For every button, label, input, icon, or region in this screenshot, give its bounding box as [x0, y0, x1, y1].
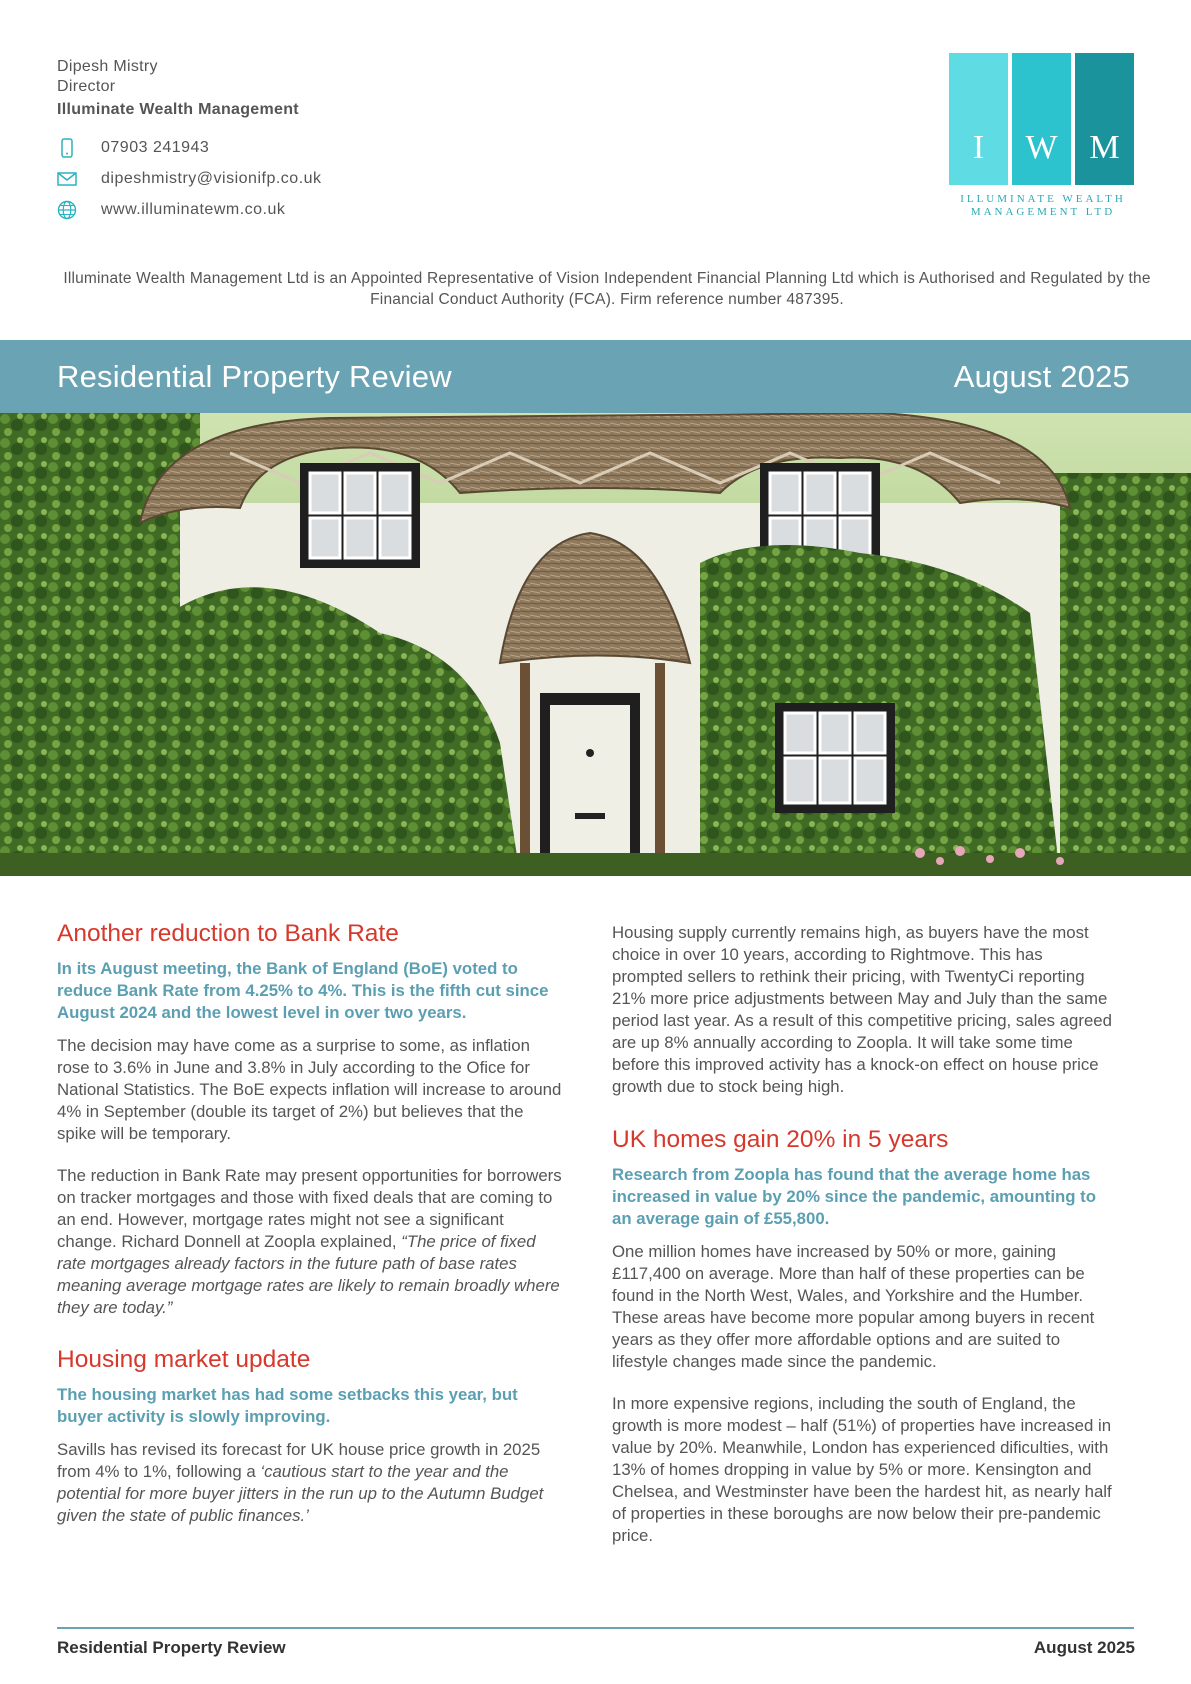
- bank-rate-quote: “The price of fixed rate mortgages already factors in the future path of base rates meaning average mortgage rates are likely to remain broadly where they are today.”: [57, 1232, 560, 1317]
- contact-email[interactable]: dipeshmistry@visionifp.co.uk: [101, 170, 322, 187]
- phone-icon: [57, 138, 77, 158]
- title-banner: [0, 340, 1191, 413]
- contact-phone[interactable]: 07903 241943: [101, 139, 210, 156]
- banner-title: Residential Property Review: [57, 359, 452, 394]
- logo-block-i: I: [949, 53, 1008, 185]
- hero-cottage-image: [0, 413, 1191, 876]
- bank-rate-paragraph-2: [57, 1165, 567, 1319]
- contact-email-row: [57, 169, 322, 189]
- section-title-bank-rate: Another reduction to Bank Rate: [57, 920, 399, 947]
- mail-icon: [57, 169, 77, 189]
- section-title-uk-homes: UK homes gain 20% in 5 years: [612, 1126, 949, 1153]
- logo-block-m: M: [1075, 53, 1134, 185]
- contact-website-row: [57, 200, 285, 220]
- footer-divider: [57, 1627, 1134, 1629]
- housing-market-paragraph: [57, 1439, 567, 1527]
- housing-market-lead: The housing market has had some setbacks this year, but buyer activity is slowly improving.: [57, 1385, 518, 1426]
- uk-homes-lead: Research from Zoopla has found that the average home has increased in value by 20% since the pandemic, amounting to an average gain of £55,800.: [612, 1165, 1096, 1228]
- footer-title: Residential Property Review: [57, 1638, 286, 1657]
- section-title-housing-market: Housing market update: [57, 1346, 311, 1373]
- contact-name: Dipesh Mistry: [57, 58, 158, 75]
- contact-role: Director: [57, 78, 116, 95]
- logo-line-1: ILLUMINATE WEALTH: [960, 193, 1126, 205]
- housing-market-text: Savills has revised its forecast for UK house price growth in 2025 from 4% to 1%, following a: [57, 1440, 541, 1481]
- logo-block-w: W: [1012, 53, 1071, 185]
- banner-date: August 2025: [953, 359, 1130, 394]
- globe-icon: [57, 200, 77, 220]
- contact-phone-row: [57, 138, 209, 158]
- bank-rate-lead: In its August meeting, the Bank of England (BoE) voted to reduce Bank Rate from 4.25% to 4%. This is the fifth cut since August 2024 and the lowest level in over two years.: [57, 959, 549, 1022]
- uk-homes-paragraph-2: In more expensive regions, including the south of England, the growth is more modest – half (51%) of properties have increased in value by 20%. Meanwhile, London has experienced dificulties, with 13% of homes dropping in value by 5% or more. Kensington and Chelsea, and Westminster have been the hardest hit, as nearly half of properties in these boroughs are now below their pre-pandemic price.: [612, 1394, 1112, 1545]
- logo-line-2: MANAGEMENT LTD: [970, 206, 1116, 218]
- contact-website[interactable]: www.illuminatewm.co.uk: [101, 201, 286, 218]
- contact-company: Illuminate Wealth Management: [57, 101, 299, 118]
- bank-rate-paragraph-1: The decision may have come as a surprise to some, as inflation rose to 3.6% in June and 3.8% in July according to the Ofice for National Statistics. The BoE expects inflation will increase to around 4% in September (double its target of 2%) but believes that the spike will be temporary.: [57, 1036, 562, 1143]
- supply-paragraph: Housing supply currently remains high, as buyers have the most choice in over 10 years, according to Rightmove. This has prompted sellers to rethink their pricing, with TwentyCi reporting 21% more price adjustments between May and July than the same period last year. As a result of this competitive pricing, sales agreed are up 8% annually according to Zoopla. It will take some time before this improved activity has a knock-on effect on house price growth due to stock being high.: [612, 923, 1112, 1096]
- uk-homes-paragraph-1: One million homes have increased by 50% or more, gaining £117,400 on average. More than half of these properties can be found in the North West, Wales, and Yorkshire and the Humber. These areas have become more popular among buyers in recent years as they offer more affordable options and are suited to lifestyle changes made since the pandemic.: [612, 1242, 1095, 1371]
- regulatory-disclaimer: Illuminate Wealth Management Ltd is an Appointed Representative of Vision Independent Financial Planning Ltd which is Authorised and Regulated by the Financial Conduct Authority (FCA). Firm reference number 487395.: [63, 270, 1151, 308]
- right-column: [612, 922, 1112, 1547]
- housing-market-quote: ‘cautious start to the year and the potential for more buyer jitters in the run up to the Autumn Budget given the state of public finances.’: [57, 1462, 544, 1525]
- footer-date: August 2025: [1033, 1638, 1135, 1657]
- left-column: [57, 919, 567, 1527]
- contact-block: [57, 57, 299, 120]
- iwm-logo: [949, 53, 1137, 219]
- bank-rate-paragraph-2-text: The reduction in Bank Rate may present opportunities for borrowers on tracker mortgages and those with fixed deals that are coming to an end. However, mortgage rates might not see a significant change. Richard Donnell at Zoopla explained,: [57, 1166, 562, 1251]
